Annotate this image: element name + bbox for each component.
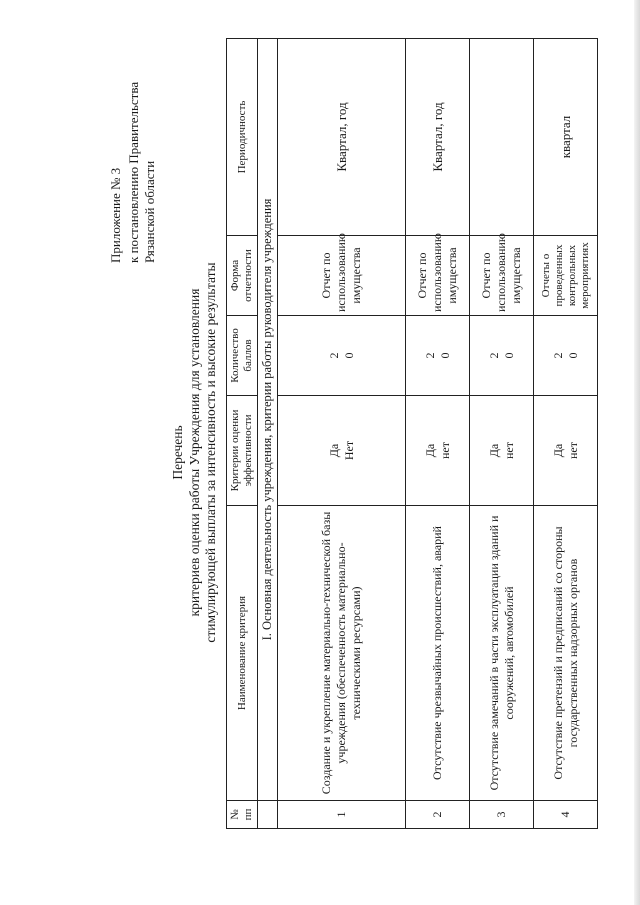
table-row <box>278 39 406 829</box>
section-row <box>258 39 278 829</box>
criterion-name: Отсутствие замечаний в части эксплуатации зданий и сооружений, автомобилей <box>470 506 534 801</box>
table-header-row <box>227 39 258 829</box>
score-yes: 2 <box>422 352 437 359</box>
option-yes: Да <box>422 443 437 458</box>
col-name-header: Наименование критерия <box>227 506 258 801</box>
option-no: нет <box>565 442 580 459</box>
row-number: 2 <box>406 801 470 829</box>
appendix-number: Приложение № 3 <box>108 167 123 263</box>
col-criteria-header: Критерии оценки эффективности <box>227 396 258 506</box>
report-form: Отчеты о проведенных контрольных мероприятиях <box>534 236 598 316</box>
criterion-name: Отсутствие претензий и предписаний со стороны государственных надзорных органов <box>534 506 598 801</box>
criterion-score <box>406 316 470 396</box>
score-yes: 2 <box>486 352 501 359</box>
row-number: 3 <box>470 801 534 829</box>
criterion-score <box>470 316 534 396</box>
criterion-score <box>278 316 406 396</box>
period: Квартал, год <box>278 39 406 236</box>
option-yes: Да <box>486 443 501 458</box>
criterion-options <box>278 396 406 506</box>
option-yes: Да <box>326 443 341 458</box>
section-title: I. Основная деятельность учреждения, критерии работы руководителя учреждения <box>258 39 278 801</box>
score-no: 0 <box>565 352 580 359</box>
table-row <box>534 39 598 829</box>
option-yes: Да <box>550 443 565 458</box>
score-yes: 2 <box>326 352 341 359</box>
report-form: Отчет по использованию имущества <box>278 236 406 316</box>
score-no: 0 <box>437 352 452 359</box>
appendix-region: Рязанской области <box>142 160 157 263</box>
criterion-name: Создание и укрепление материально-технической базы учреждения (обеспеченность материально-техническими ресурсами) <box>278 506 406 801</box>
score-yes: 2 <box>550 352 565 359</box>
row-number: 1 <box>278 801 406 829</box>
period: Квартал, год <box>406 39 470 236</box>
criterion-options <box>406 396 470 506</box>
option-no: Нет <box>341 440 356 461</box>
criterion-score <box>534 316 598 396</box>
score-no: 0 <box>501 352 516 359</box>
criterion-name: Отсутствие чрезвычайных происшествий, аварий <box>406 506 470 801</box>
document-title: Перечень <box>170 425 185 480</box>
table-row <box>470 39 534 829</box>
option-no: нет <box>501 442 516 459</box>
score-no: 0 <box>341 352 356 359</box>
col-period-header: Периодичность <box>227 39 258 236</box>
criterion-options <box>470 396 534 506</box>
period: квартал <box>534 39 598 236</box>
document-subtitle-2: стимулирующей выплаты за интенсивность и высокие результаты <box>203 262 218 643</box>
row-number: 4 <box>534 801 598 829</box>
table-row <box>406 39 470 829</box>
col-num-header: № пп <box>227 801 258 829</box>
document-subtitle-1: критериев оценки работы Учреждения для установления <box>187 288 202 617</box>
report-form: Отчет по использованию имущества <box>470 236 534 316</box>
criteria-table <box>226 38 598 829</box>
col-score-header: Количество баллов <box>227 316 258 396</box>
criterion-options <box>534 396 598 506</box>
col-form-header: Форма отчетности <box>227 236 258 316</box>
report-form: Отчет по использованию имущества <box>406 236 470 316</box>
period <box>470 39 534 236</box>
option-no: нет <box>437 442 452 459</box>
appendix-reference: к постановлению Правительства <box>126 81 141 263</box>
